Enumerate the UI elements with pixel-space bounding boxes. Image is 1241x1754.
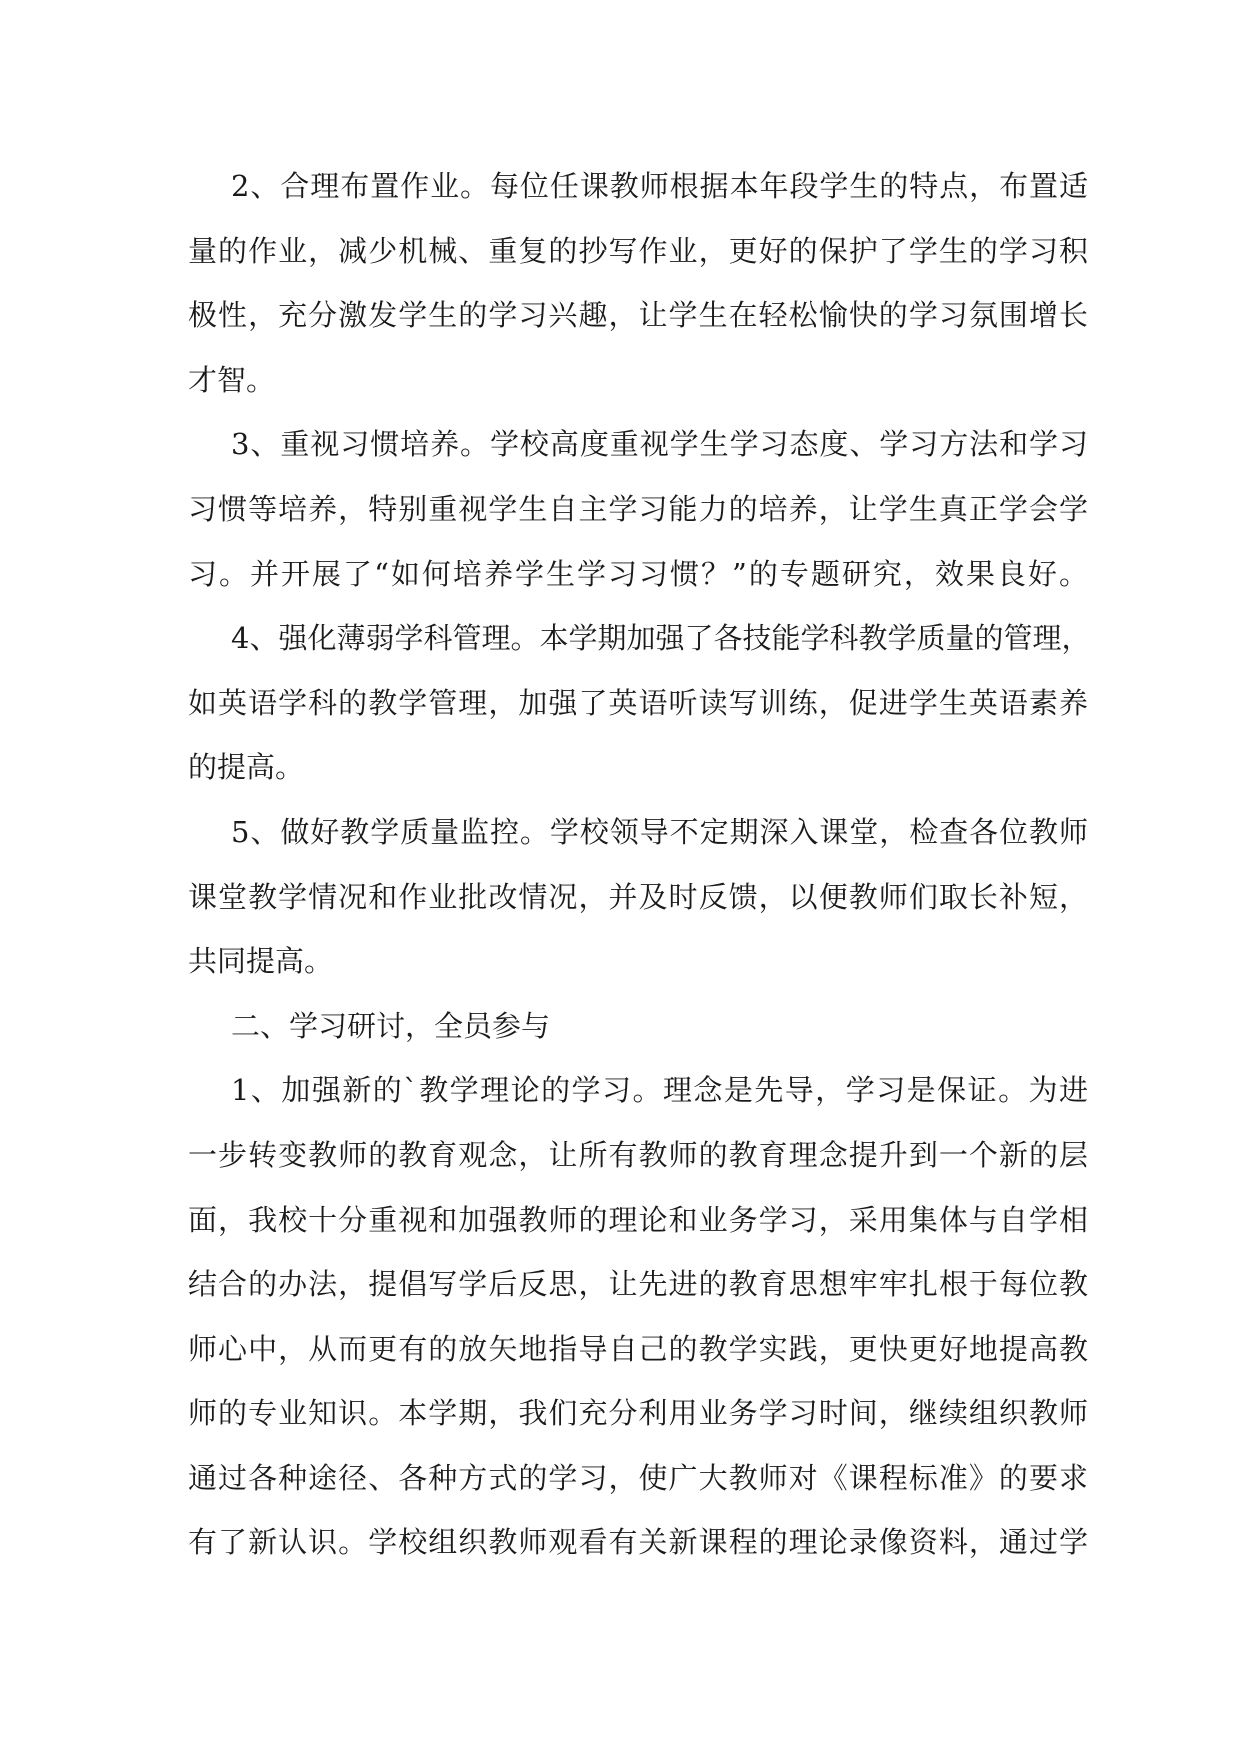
paragraph-line: 极性，充分激发学生的学习兴趣，让学生在轻松愉快的学习氛围增长 bbox=[188, 298, 1088, 333]
paragraph-line: 的提高。 bbox=[188, 750, 305, 785]
paragraph-line: 师心中，从而更有的放矢地指导自己的教学实践，更快更好地提高教 bbox=[188, 1331, 1088, 1366]
paragraph-line: 2、合理布置作业。每位任课教师根据本年段学生的特点，布置适 bbox=[231, 169, 1088, 203]
paragraph-line: 师的专业知识。本学期，我们充分利用业务学习时间，继续组织教师 bbox=[188, 1396, 1088, 1431]
section-heading: 二、学习研讨，全员参与 bbox=[231, 1008, 551, 1043]
paragraph-line: 3、重视习惯培养。学校高度重视学生学习态度、学习方法和学习 bbox=[231, 427, 1088, 462]
paragraph-line: 一步转变教师的教育观念，让所有教师的教育理念提升到一个新的层 bbox=[188, 1137, 1088, 1172]
paragraph-line: 面，我校十分重视和加强教师的理论和业务学习，采用集体与自学相 bbox=[188, 1202, 1088, 1237]
paragraph-line: 有了新认识。学校组织教师观看有关新课程的理论录像资料，通过学 bbox=[188, 1525, 1088, 1560]
paragraph-line: 习。并开展了“如何培养学生学习习惯？”的专题研究，效果良好。 bbox=[188, 556, 1088, 591]
paragraph-line: 课堂教学情况和作业批改情况，并及时反馈，以便教师们取长补短， bbox=[188, 879, 1088, 914]
paragraph-line: 4、强化薄弱学科管理。本学期加强了各技能学科教学质量的管理， bbox=[231, 621, 1091, 656]
document-body bbox=[188, 154, 1091, 1575]
paragraph-line: 习惯等培养，特别重视学生自主学习能力的培养，让学生真正学会学 bbox=[188, 491, 1088, 526]
paragraph-line: 1、加强新的`教学理论的学习。理念是先导，学习是保证。为进 bbox=[231, 1073, 1088, 1108]
paragraph-line: 结合的办法，提倡写学后反思，让先进的教育思想牢牢扎根于每位教 bbox=[188, 1267, 1088, 1302]
paragraph-line: 如英语学科的教学管理，加强了英语听读写训练，促进学生英语素养 bbox=[188, 685, 1088, 720]
paragraph-line: 通过各种途径、各种方式的学习，使广大教师对《课程标准》的要求 bbox=[188, 1460, 1088, 1495]
paragraph-line: 量的作业，减少机械、重复的抄写作业，更好的保护了学生的学习积 bbox=[188, 233, 1088, 268]
paragraph-line: 5、做好教学质量监控。学校领导不定期深入课堂，检查各位教师 bbox=[231, 814, 1088, 849]
paragraph-line: 才智。 bbox=[188, 362, 276, 397]
paragraph-line: 共同提高。 bbox=[188, 944, 334, 979]
